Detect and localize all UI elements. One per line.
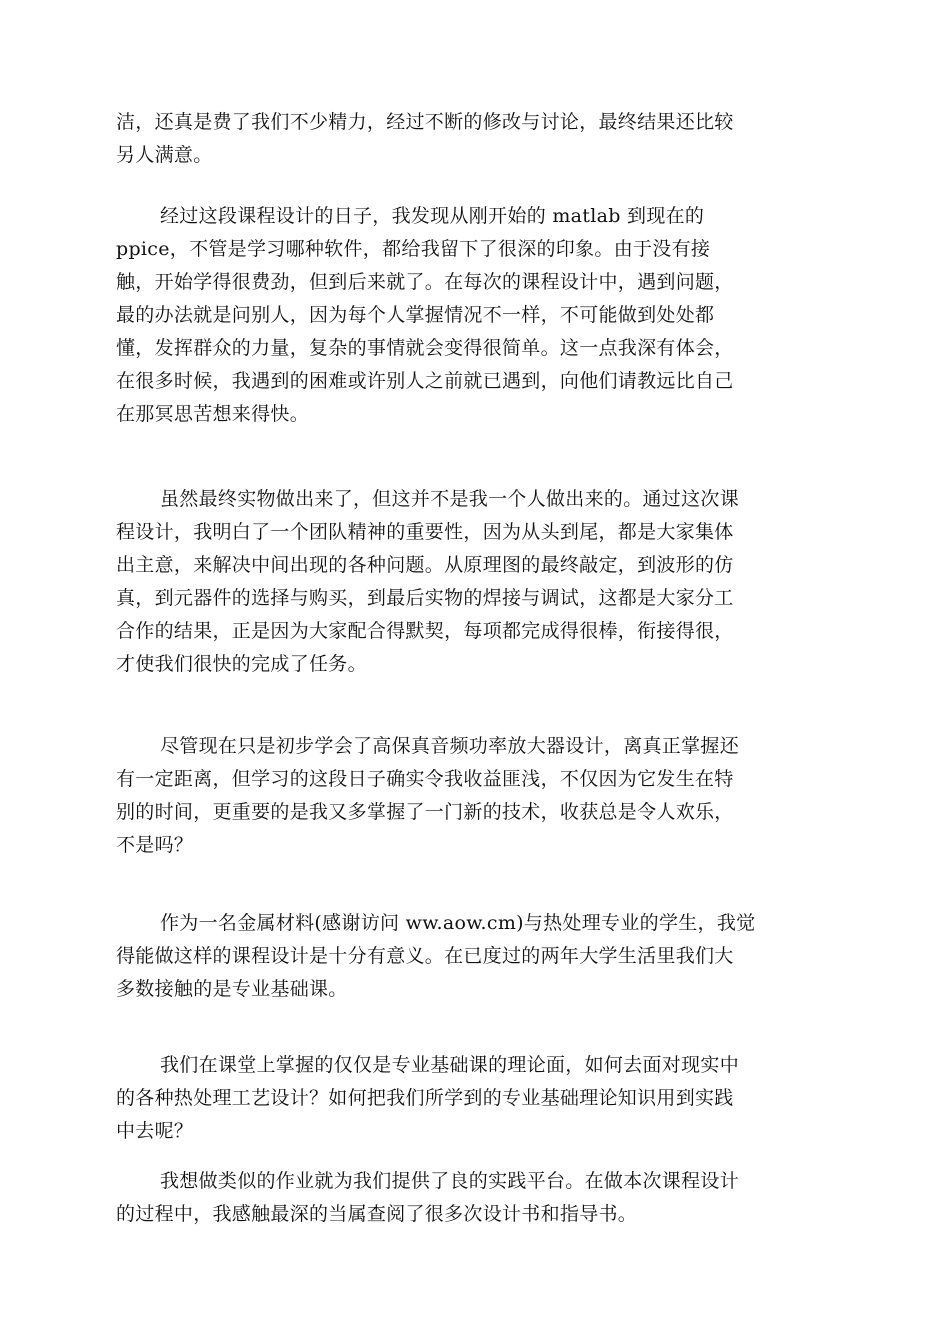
text-line: 在很多时候，我遇到的困难或许别人之前就已遇到，向他们请教远比自己 (116, 370, 734, 392)
text-line: 最的办法就是问别人，因为每个人掌握情况不一样，不可能做到处处都 (116, 304, 715, 326)
text-line: 真，到元器件的选择与购买，到最后实物的焊接与调试，这都是大家分工 (116, 587, 734, 609)
text-line: 洁，还真是费了我们不少精力，经过不断的修改与讨论，最终结果还比较 (116, 111, 734, 133)
paragraph (116, 483, 832, 681)
text-line: 的各种热处理工艺设计？如何把我们所学到的专业基础理论知识用到实践 (116, 1087, 734, 1109)
text-line: 懂，发挥群众的力量，复杂的事情就会变得很简单。这一点我深有体会， (116, 337, 734, 359)
text-line: 作为一名金属材料(感谢访问 ww.aow.cm)与热处理专业的学生，我觉 (160, 912, 756, 934)
text-line: 有一定距离，但学习的这段日子确实令我收益匪浅，不仅因为它发生在特 (116, 768, 734, 790)
paragraph (116, 730, 832, 862)
paragraph (116, 1165, 832, 1231)
text-line: 虽然最终实物做出来了，但这并不是我一个人做出来的。通过这次课 (160, 488, 740, 510)
text-line: 程设计，我明白了一个团队精神的重要性，因为从头到尾，都是大家集体 (116, 521, 734, 543)
text-line: ppice，不管是学习哪种软件，都给我留下了很深的印象。由于没有接 (116, 238, 711, 260)
text-line: 不是吗？ (116, 834, 194, 856)
text-line: 合作的结果，正是因为大家配合得默契，每项都完成得很棒，衔接得很， (116, 620, 734, 642)
text-line: 出主意，来解决中间出现的各种问题。从原理图的最终敲定，到波形的仿 (116, 554, 734, 576)
text-line: 多数接触的是专业基础课。 (116, 978, 348, 1000)
text-line: 尽管现在只是初步学会了高保真音频功率放大器设计，离真正掌握还 (160, 735, 740, 757)
text-line: 触，开始学得很费劲，但到后来就了。在每次的课程设计中，遇到问题， (116, 271, 734, 293)
text-line: 经过这段课程设计的日子，我发现从刚开始的 matlab 到现在的 (160, 205, 705, 227)
text-line: 另人满意。 (116, 144, 213, 166)
text-line: 我们在课堂上掌握的仅仅是专业基础课的理论面，如何去面对现实中 (160, 1054, 740, 1076)
paragraph (116, 200, 832, 431)
paragraph-continuation (116, 106, 832, 172)
text-line: 才使我们很快的完成了任务。 (116, 653, 367, 675)
text-line: 得能做这样的课程设计是十分有意义。在已度过的两年大学生活里我们大 (116, 945, 734, 967)
text-line: 别的时间，更重要的是我又多掌握了一门新的技术，收获总是令人欢乐， (116, 801, 734, 823)
text-line: 中去呢？ (116, 1120, 194, 1142)
text-line: 我想做类似的作业就为我们提供了良的实践平台。在做本次课程设计 (160, 1170, 740, 1192)
text-line: 的过程中，我感触最深的当属查阅了很多次设计书和指导书。 (116, 1203, 638, 1225)
paragraph (116, 907, 832, 1006)
text-line: 在那冥思苦想来得快。 (116, 403, 310, 425)
paragraph (116, 1049, 832, 1148)
